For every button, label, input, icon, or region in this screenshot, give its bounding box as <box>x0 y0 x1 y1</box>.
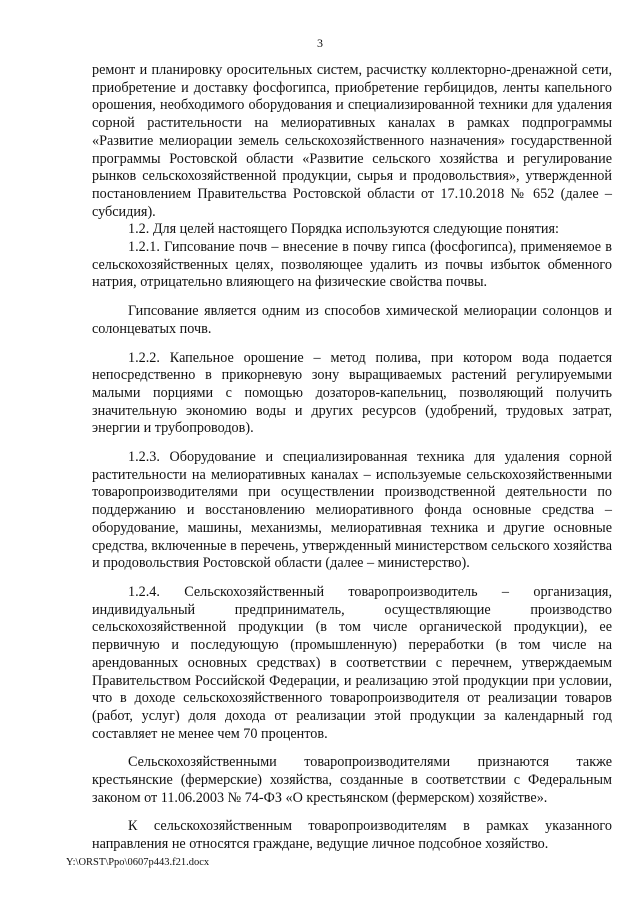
footer-file-path: Y:\ORST\Ppo\0607p443.f21.docx <box>66 857 210 868</box>
paragraph-1-2: 1.2. Для целей настоящего Порядка используются следующие понятия: <box>128 221 559 238</box>
paragraph-1-2-2: 1.2.2. Капельное орошение – метод полива, при котором вода подается непосредственно в прикорневую зону выращиваемых растений регулируемыми малыми порциями с помощью дозаторов-капельниц, позволяющий получить значительную экономию воды и других ресурсов (удобрений, трудовых затрат, энергии и трубопроводов). <box>92 349 612 437</box>
paragraph-1-2-1: 1.2.1. Гипсование почв – внесение в почву гипса (фосфогипса), применяемое в сельскохозяйственных целях, позволяющее удалить из почвы избыток обменного натрия, отрицательно влияющего на физические свойства почвы. <box>92 239 612 291</box>
paragraph-subsidy-continuation: ремонт и планировку оросительных систем, расчистку коллекторно-дренажной сети, приобретение и доставку фосфогипса, приобретение гербицидов, ленты капельного орошения, необходимого оборудования и специализированной техники для удаления сорной растительности на мелиоративных каналах в рамках подпрограммы «Развитие мелиорации земель сельскохозяйственного назначения» государственной программы Ростовской области «Развитие сельского хозяйства и регулирование рынков сельскохозяйственной продукции, сырья и продовольствия», утвержденной постановлением Правительства Ростовской области от 17.10.2018 № 652 (далее – субсидия). <box>92 62 612 220</box>
paragraph-producers-also: Сельскохозяйственными товаропроизводителями признаются также крестьянские (фермерские) хозяйства, созданные в соответствии с Федеральным законом от 11.06.2003 № 74-ФЗ «О крестьянском (фермерском) хозяйстве». <box>92 754 612 806</box>
document-body <box>92 62 612 854</box>
paragraph-gypsum-note: Гипсование является одним из способов химической мелиорации солонцов и солонцеватых почв. <box>92 303 612 337</box>
paragraph-1-2-3: 1.2.3. Оборудование и специализированная техника для удаления сорной растительности на мелиоративных каналах – используемые сельскохозяйственными товаропроизводителями при осуществлении производственной деятельности по поддержанию и восстановлению мелиоративного фонда основные средства – оборудование, машины, механизмы, мелиоративная техника и другие основные средства, включенные в перечень, утвержденный министерством сельского хозяйства и продовольствия Ростовской области (далее – министерство). <box>92 449 612 572</box>
page-number: 3 <box>317 36 323 50</box>
paragraph-1-2-4: 1.2.4. Сельскохозяйственный товаропроизводитель – организация, индивидуальный предприниматель, осуществляющие производство сельскохозяйственной продукции (в том числе органической продукции), ее первичную и последующую (промышленную) переработки (в том числе на арендованных основных средствах) в соответствии с перечнем, утверждаемым Правительством Российской Федерации, и реализацию этой продукции при условии, что в доходе сельскохозяйственного товаропроизводителя от реализации товаров (работ, услуг) доля дохода от реализации этой продукции за календарный год составляет не менее чем 70 процентов. <box>92 583 612 742</box>
paragraph-exclusion: К сельскохозяйственным товаропроизводителям в рамках указанного направления не относятся граждане, ведущие личное подсобное хозяйство. <box>92 818 612 853</box>
